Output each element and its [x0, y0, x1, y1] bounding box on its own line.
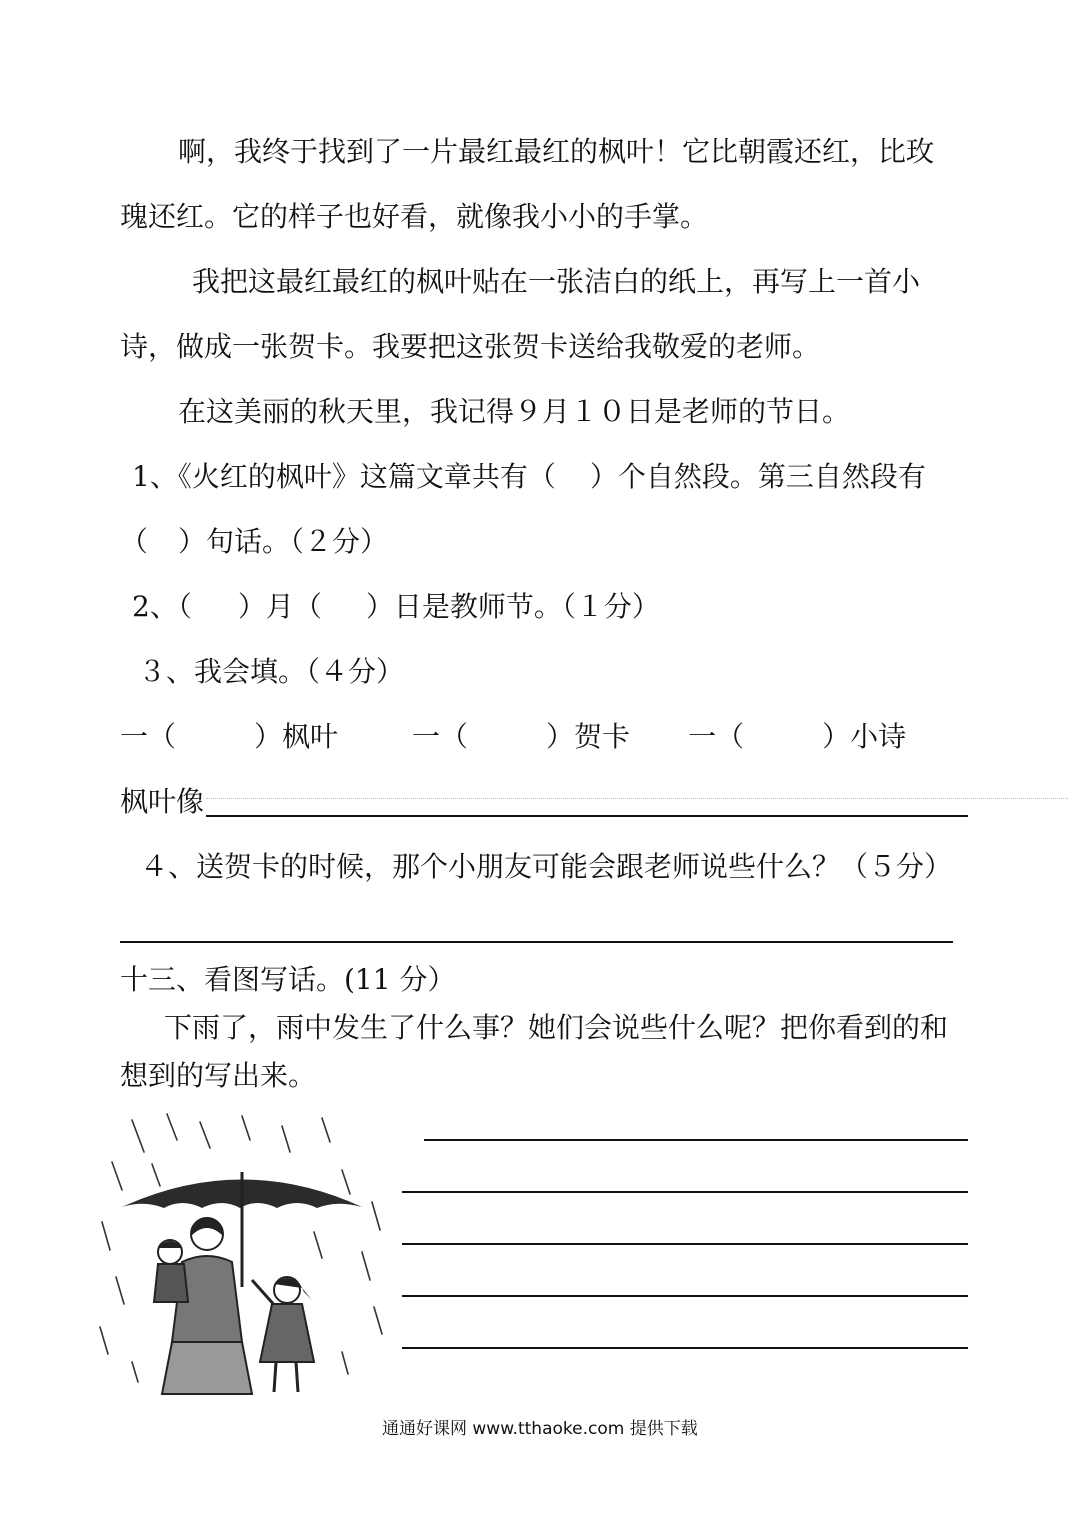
- fill-poem-text-b: ）小诗: [822, 720, 907, 753]
- question-1-text-a: 1、《火红的枫叶》这篇文章共有（: [132, 460, 556, 493]
- fill-card-text-b: ）贺卡: [546, 720, 631, 753]
- fill-poem-text-a: 一（: [688, 720, 745, 753]
- question-1-text-d: ）句话。（２分）: [178, 525, 389, 558]
- fill-card-text-a: 一（: [412, 720, 469, 753]
- question-4-answer-line[interactable]: [120, 941, 953, 943]
- passage-p2-line1: 我把这最红最红的枫叶贴在一张洁白的纸上，再写上一首小: [192, 265, 921, 298]
- question-3: ３、我会填。（４分）: [138, 655, 405, 688]
- passage-p1-line1: 啊，我终于找到了一片最红最红的枫叶！它比朝霞还红，比玫: [178, 135, 935, 168]
- fill-row: [120, 719, 906, 755]
- passage-p2-line2: 诗，做成一张贺卡。我要把这张贺卡送给我敬爱的老师。: [120, 330, 821, 363]
- section-13-prompt-line2: 想到的写出来。: [120, 1059, 317, 1092]
- writing-line-3[interactable]: [402, 1243, 968, 1245]
- leaf-like-answer-line[interactable]: [206, 815, 968, 817]
- girl-icon: [252, 1277, 314, 1392]
- question-1-text-b: ）个自然段。第三自然段有: [589, 460, 926, 493]
- question-2-text-a: 2、（: [132, 590, 192, 623]
- question-1: [132, 459, 926, 495]
- section-13-prompt-line1: 下雨了，雨中发生了什么事？她们会说些什么呢？把你看到的和: [164, 1011, 949, 1044]
- baby-icon: [154, 1240, 188, 1302]
- writing-line-1[interactable]: [424, 1139, 968, 1141]
- question-2: [132, 589, 660, 625]
- question-1-continued: [120, 524, 388, 560]
- writing-line-5[interactable]: [402, 1347, 968, 1349]
- fill-leaf-text-a: 一（: [120, 720, 177, 753]
- fill-leaf-text-b: ）枫叶: [254, 720, 339, 753]
- writing-line-4[interactable]: [402, 1295, 968, 1297]
- passage-p1-line2: 瑰还红。它的样子也好看，就像我小小的手掌。: [120, 200, 709, 233]
- section-13-title: 十三、看图写话。(11 分）: [120, 963, 456, 996]
- question-2-text-c: ）日是教师节。（１分）: [365, 590, 660, 623]
- question-4: ４、送贺卡的时候，那个小朋友可能会跟老师说些什么？（５分）: [140, 850, 953, 883]
- passage-p3: 在这美丽的秋天里，我记得９月１０日是老师的节日。: [178, 395, 851, 428]
- question-2-text-b: ）月（: [237, 590, 322, 623]
- leaf-like-label: 枫叶像: [120, 785, 205, 818]
- leaf-like-dots: [206, 798, 1068, 799]
- question-1-text-c: （: [120, 525, 149, 558]
- footer-source: 通通好课网 www.tthaoke.com 提供下载: [382, 1419, 698, 1439]
- writing-line-2[interactable]: [402, 1191, 968, 1193]
- rain-umbrella-illustration: [92, 1112, 392, 1397]
